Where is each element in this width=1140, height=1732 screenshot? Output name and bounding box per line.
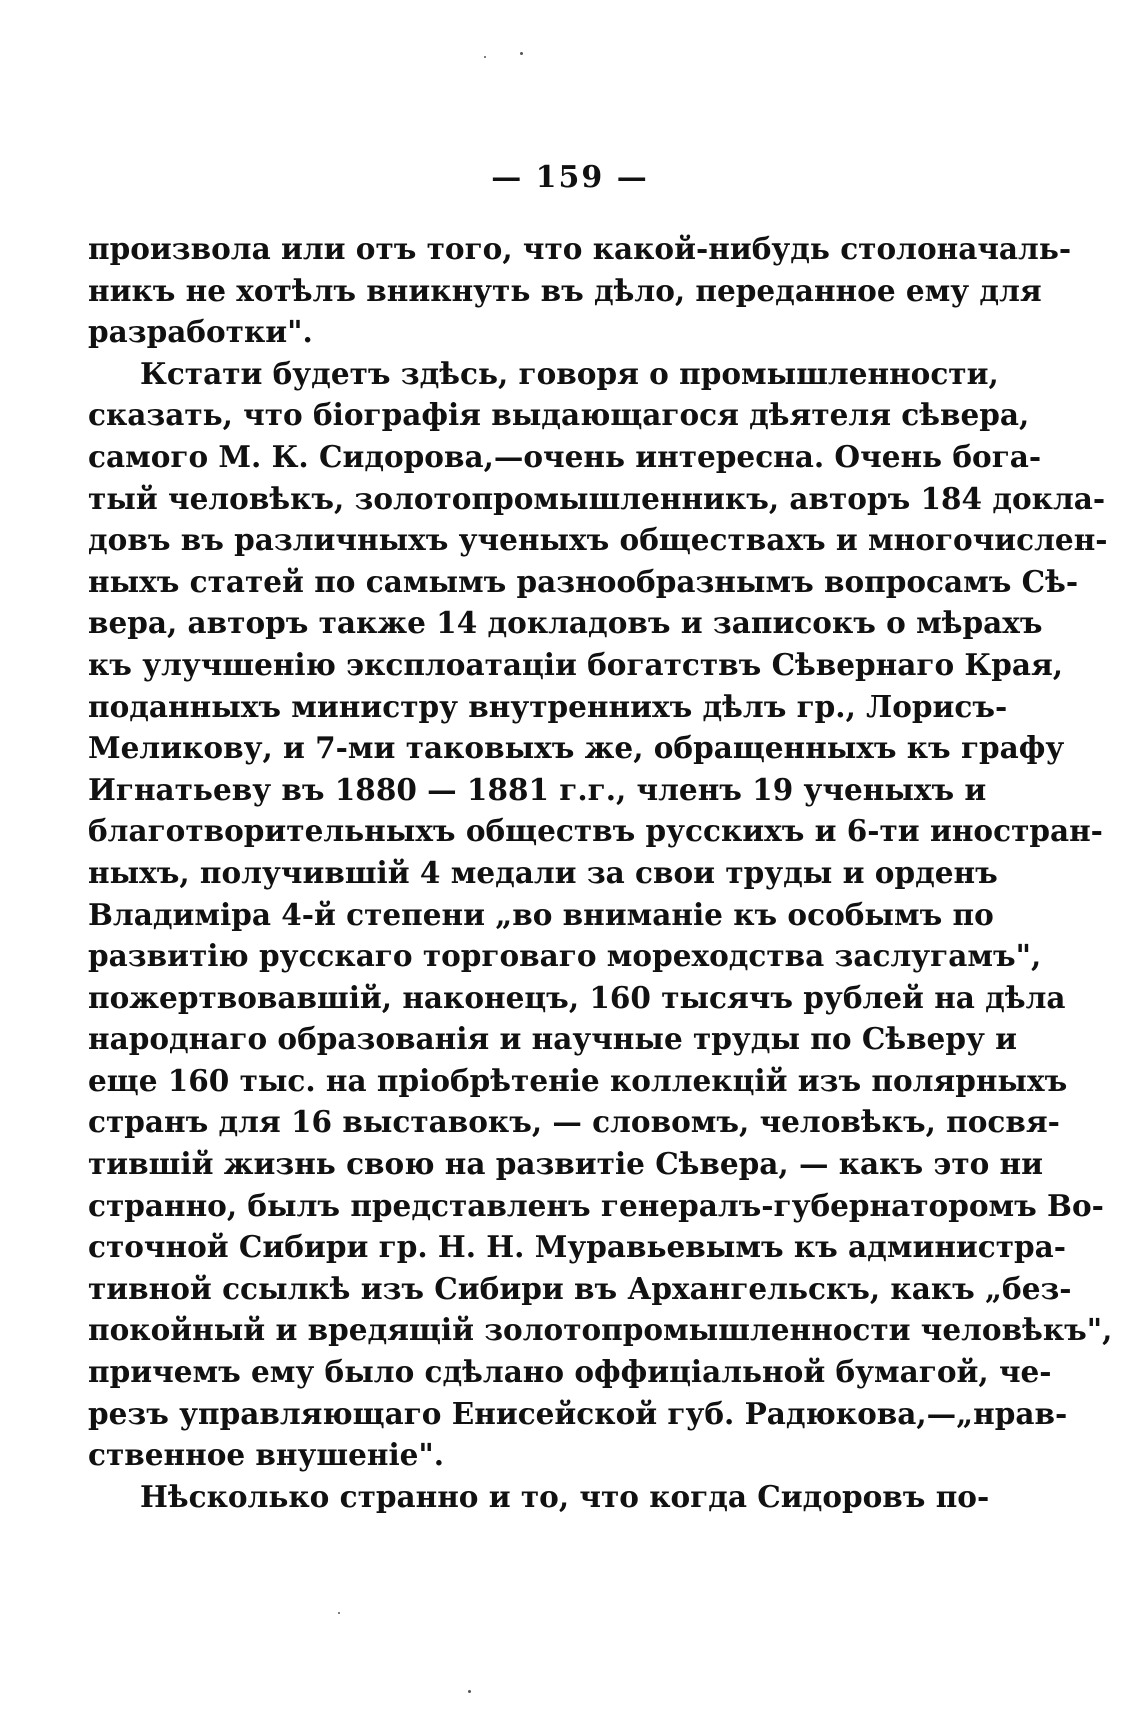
text-line: тый человѣкъ, золотопромышленникъ, авторъ 184 докла- [88, 480, 1106, 516]
text-line: еще 160 тыс. на пріобрѣтеніе коллекцій изъ полярныхъ [88, 1062, 1068, 1098]
text-line: Кстати будетъ здѣсь, говоря о промышленности, [140, 355, 999, 391]
text-line: поданныхъ министру внутреннихъ дѣлъ гр., Лорисъ- [88, 688, 1008, 724]
text-line: довъ въ различныхъ ученыхъ обществахъ и многочислен- [88, 522, 1108, 558]
text-line: ныхъ статей по самымъ разнообразнымъ вопросамъ Сѣ- [88, 563, 1079, 599]
text-line: странъ для 16 выставокъ, — словомъ, человѣкъ, посвя- [88, 1104, 1060, 1140]
text-line: покойный и вредящій золотопромышленности человѣкъ", [88, 1312, 1113, 1348]
text-line: тившій жизнь свою на развитіе Сѣвера, — какъ это ни [88, 1146, 1044, 1182]
text-line: причемъ ему было сдѣлано оффиціальной бумагой, че- [88, 1354, 1052, 1390]
text-line: вера, авторъ также 14 докладовъ и записокъ о мѣрахъ [88, 605, 1043, 641]
text-line: пожертвовавшій, наконецъ, 160 тысячъ рублей на дѣла [88, 979, 1066, 1015]
page-number: — 159 — [491, 160, 649, 195]
text-line: Меликову, и 7-ми таковыхъ же, обращенныхъ къ графу [88, 730, 1065, 766]
text-line: произвола или отъ того, что какой-нибудь столоначаль- [88, 231, 1072, 266]
text-line: странно, былъ представленъ генералъ-губернаторомъ Во- [88, 1187, 1104, 1223]
text-line: благотворительныхъ обществъ русскихъ и 6-ти иностран- [88, 813, 1103, 849]
text-line: разработки". [88, 314, 313, 350]
text-line: ныхъ, получившій 4 медали за свои труды и орденъ [88, 854, 998, 890]
text-line: тивной ссылкѣ изъ Сибири въ Архангельскъ, какъ „без- [88, 1270, 1072, 1306]
scan-speck [468, 1690, 471, 1693]
scan-speck [484, 56, 486, 58]
text-line: самого М. К. Сидорова,—очень интересна. Очень бога- [88, 438, 1042, 474]
text-line: развитію русскаго торговаго мореходства заслугамъ", [88, 938, 1042, 974]
text-line: народнаго образованія и научные труды по Сѣверу и [88, 1021, 1017, 1057]
text-line: Игнатьеву въ 1880 — 1881 г.г., членъ 19 ученыхъ и [88, 771, 987, 807]
text-line: сказать, что біографія выдающагося дѣятеля сѣвера, [88, 397, 1030, 433]
text-line: сточной Сибири гр. Н. Н. Муравьевымъ къ администра- [88, 1229, 1067, 1265]
text-line: никъ не хотѣлъ вникнуть въ дѣло, переданное ему для [88, 272, 1042, 308]
body-text [88, 228, 1113, 1517]
text-line: резъ управляющаго Енисейской губ. Радюкова,—„нрав- [88, 1395, 1068, 1431]
scan-speck [338, 1612, 340, 1614]
text-line: Владиміра 4-й степени „во вниманіе къ особымъ по [88, 896, 994, 932]
text-line: къ улучшенію эксплоатаціи богатствъ Сѣвернаго Края, [88, 646, 1064, 682]
text-line: Нѣсколько странно и то, что когда Сидоровъ по- [140, 1478, 990, 1514]
scan-speck [520, 52, 523, 55]
text-line: ственное внушеніе". [88, 1437, 445, 1473]
